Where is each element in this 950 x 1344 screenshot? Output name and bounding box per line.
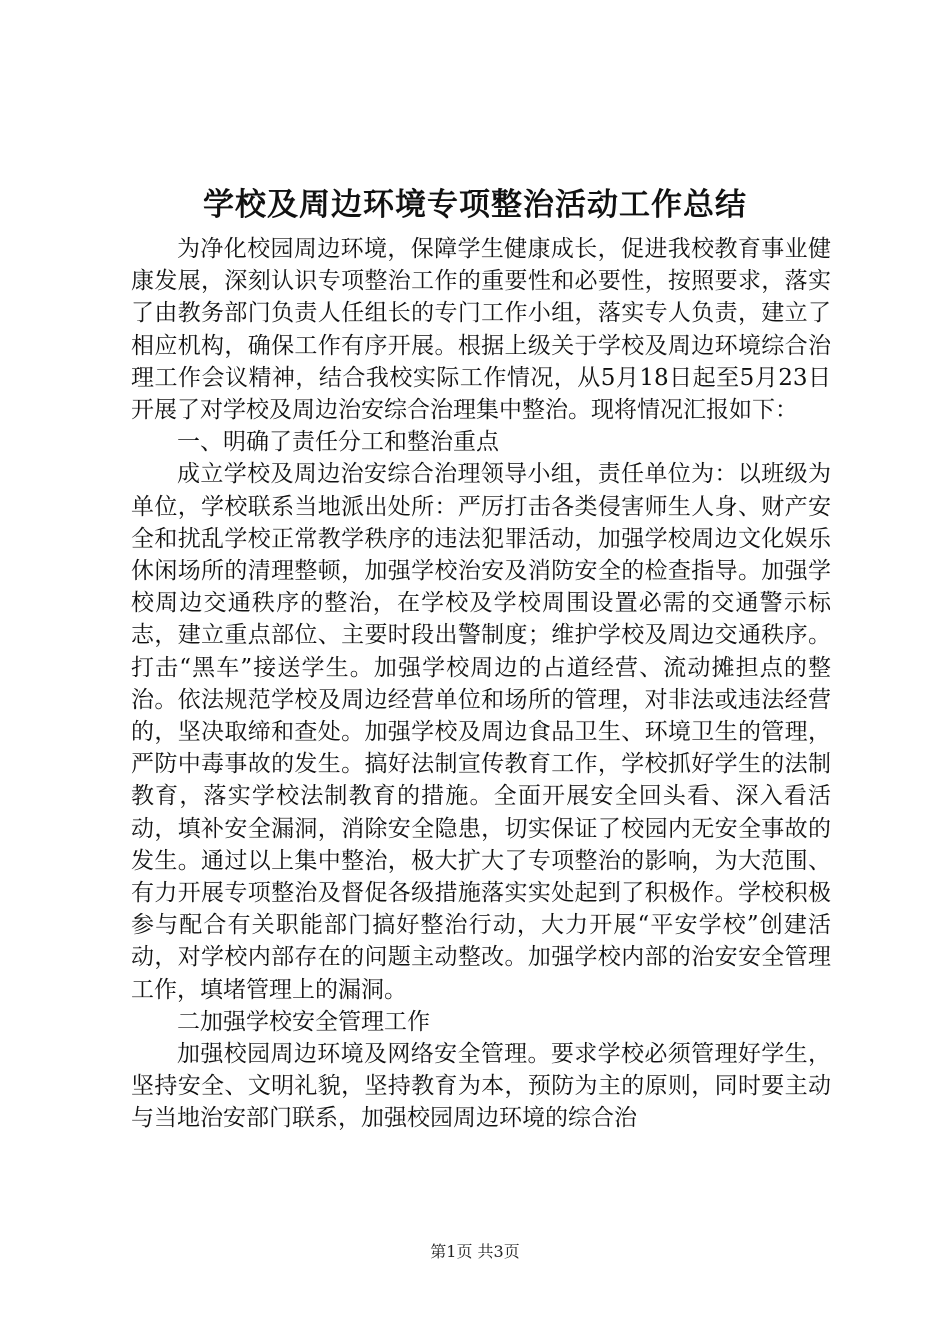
page-footer: 第1页 共3页 xyxy=(430,1242,520,1261)
document-body xyxy=(131,233,831,1135)
intro-paragraph: 为净化校园周边环境，保障学生健康成长，促进我校教育事业健康发展，深刻认识专项整治工作的重要性和必要性，按照要求，落实了由教务部门负责人任组长的专门工作小组，落实专人负责，建立了相应机构，确保工作有序开展。根据上级关于学校及周边环境综合治理工作会议精神，结合我校实际工作情况，从5月18日起至5月23日开展了对学校及周边治安综合治理集中整治。现将情况汇报如下： xyxy=(131,236,831,424)
document-title: 学校及周边环境专项整治活动工作总结 xyxy=(203,187,747,223)
section-heading-2: 二加强学校安全管理工作 xyxy=(177,1008,430,1035)
section-2-paragraph: 加强校园周边环境及网络安全管理。要求学校必须管理好学生，坚持安全、文明礼貌，坚持教育为本，预防为主的原则，同时要主动与当地治安部门联系，加强校园周边环境的综合治 xyxy=(131,1041,831,1132)
section-heading-1: 一、明确了责任分工和整治重点 xyxy=(177,429,499,456)
section-1-paragraph: 成立学校及周边治安综合治理领导小组，责任单位为：以班级为单位，学校联系当地派出处所：严厉打击各类侵害师生人身、财产安全和扰乱学校正常教学秩序的违法犯罪活动，加强学校周边文化娱乐休闲场所的清理整顿，加强学校治安及消防安全的检查指导。加强学校周边交通秩序的整治，在学校及学校周围设置必需的交通警示标志，建立重点部位、主要时段出警制度；维护学校及周边交通秩序。打击“黑车”接送学生。加强学校周边的占道经营、流动摊担点的整治。依法规范学校及周边经营单位和场所的管理，对非法或违法经营的，坚决取缔和查处。加强学校及周边食品卫生、环境卫生的管理，严防中毒事故的发生。搞好法制宣传教育工作，学校抓好学生的法制教育，落实学校法制教育的措施。全面开展安全回头看、深入看活动，填补安全漏洞，消除安全隐患，切实保证了校园内无安全事故的发生。通过以上集中整治，极大扩大了专项整治的影响，为大范围、有力开展专项整治及督促各级措施落实实处起到了积极作。学校积极参与配合有关职能部门搞好整治行动，大力开展“平安学校”创建活动，对学校内部存在的问题主动整改。加强学校内部的治安安全管理工作，填堵管理上的漏洞。 xyxy=(131,461,831,1003)
